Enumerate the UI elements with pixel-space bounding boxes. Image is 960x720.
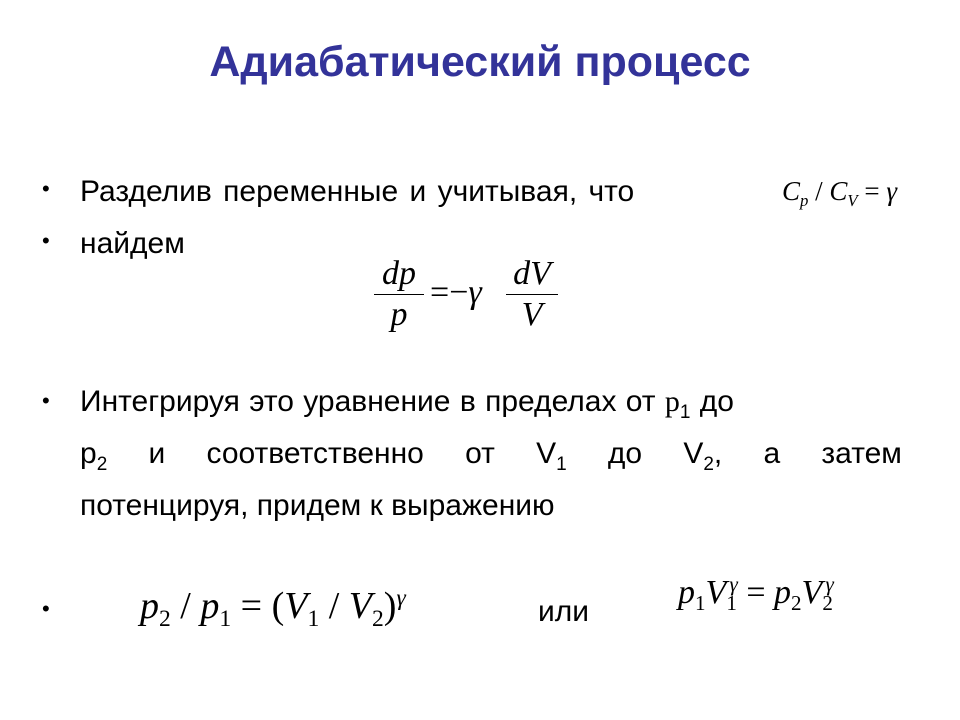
- bullet-dot-1: •: [42, 176, 50, 201]
- bullet-dot-2: •: [42, 228, 50, 253]
- bullet-text-1: Разделив переменные и учитывая, что: [80, 175, 635, 208]
- frac-dp-p: dp p: [374, 254, 424, 335]
- bullet-text-3-line-1: Интегрируя это уравнение в пределах от $p_1$ до: [80, 385, 734, 423]
- slide-title: Адиабатический процесс: [209, 38, 751, 86]
- bullet-text-2: найдем: [80, 227, 185, 260]
- bullet-dot-3: •: [42, 388, 50, 413]
- formula-cp-cv: $C_p / C_V = \gamma$: [782, 176, 898, 210]
- bullet-dot-4: •: [42, 596, 50, 621]
- formula-pv-gamma-product: $p_1V_1^\gamma = p_2V_2^\gamma$: [678, 572, 834, 616]
- or-label: или: [538, 595, 590, 628]
- bullet-text-3-line-2: $p_2$ и соответственно от $V_1$ до $V_2$, а затем: [80, 437, 902, 475]
- bullet-text-3-line-3: потенцируя, придем к выражению: [80, 489, 555, 522]
- frac-dV-V: dV V: [506, 254, 558, 335]
- formula-eq-minus-gamma: =−γ: [430, 274, 482, 311]
- formula-pressure-volume-ratio: $p_2 / p_1 = (V_1 / V_2)^\gamma$: [140, 585, 406, 633]
